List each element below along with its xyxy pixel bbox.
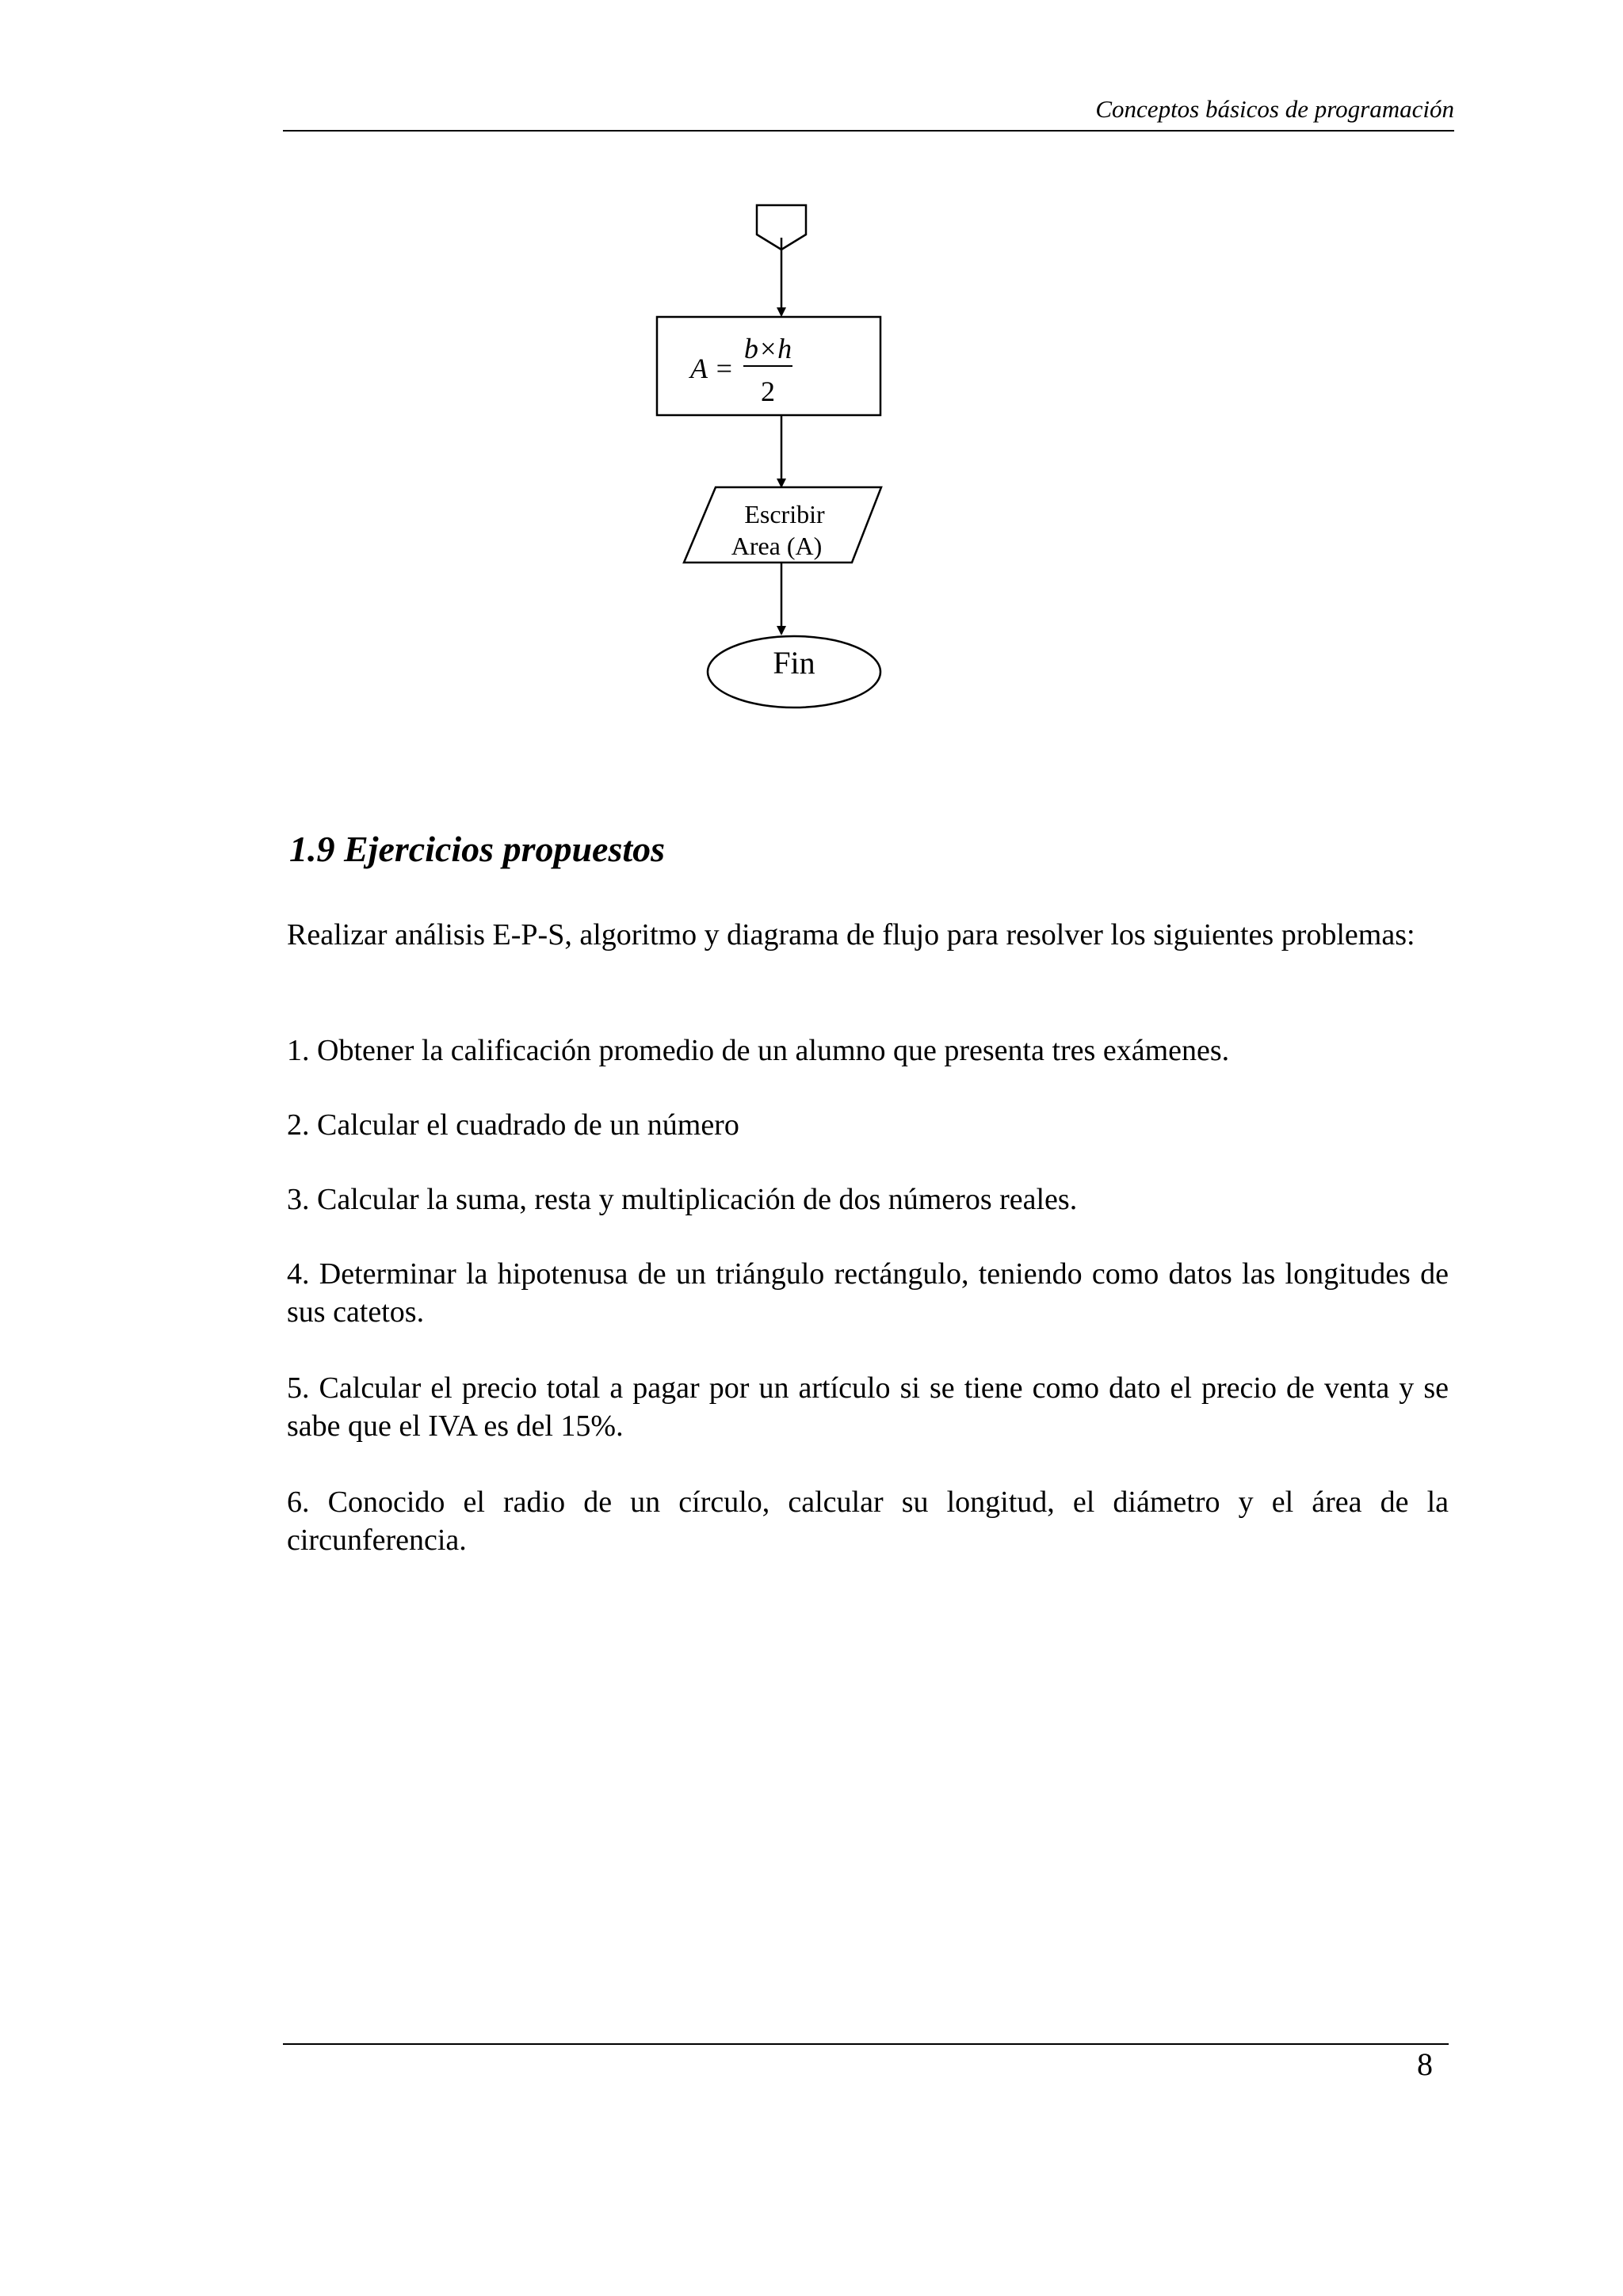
running-header: Conceptos básicos de programación [1095, 95, 1454, 123]
process-denominator: 2 [761, 376, 775, 407]
exercise-item: 3. Calcular la suma, resta y multiplicación de dos números reales. [287, 1183, 1078, 1216]
process-numerator: b×h [743, 333, 792, 364]
section-title: 1.9 Ejercicios propuestos [289, 829, 666, 869]
footer-rule [283, 2043, 1449, 2045]
page-number: 8 [1417, 2046, 1433, 2082]
exercise-item: 2. Calcular el cuadrado de un número [287, 1108, 739, 1142]
exercise-item: 5. Calcular el precio total a pagar por un artículo si se tiene como dato el precio de venta y se sabe que el IVA es del 15%. [287, 1371, 1449, 1443]
exercise-item: 4. Determinar la hipotenusa de un triángulo rectángulo, teniendo como datos las longitudes de sus catetos. [287, 1257, 1449, 1329]
flowchart [0, 0, 1623, 761]
output-line2: Area (A) [731, 532, 823, 560]
output-line1: Escribir [744, 500, 825, 528]
end-label: Fin [773, 645, 815, 681]
process-lhs: A = [690, 353, 734, 384]
exercise-item: 6. Conocido el radio de un círculo, calcular su longitud, el diámetro y el área de la circunferencia. [287, 1486, 1449, 1557]
exercise-item: 1. Obtener la calificación promedio de un alumno que presenta tres exámenes. [287, 1034, 1230, 1067]
intro-paragraph: Realizar análisis E-P-S, algoritmo y diagrama de flujo para resolver los siguientes problemas: [287, 918, 1415, 952]
